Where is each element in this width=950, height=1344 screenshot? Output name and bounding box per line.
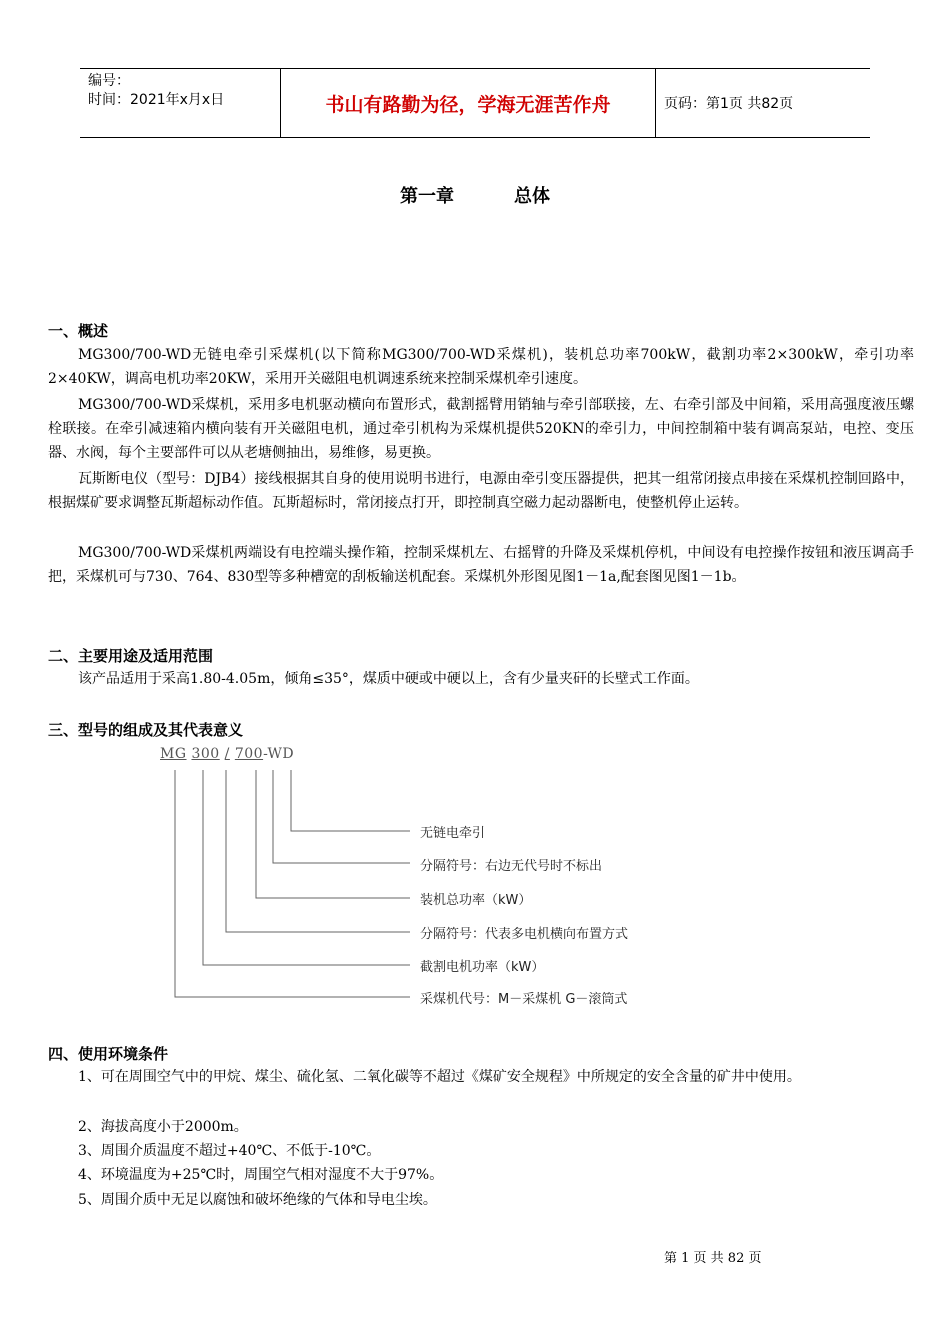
- model-dash: -: [263, 746, 268, 762]
- page-footer: 第 1 页 共 82 页: [664, 1251, 762, 1266]
- chapter-number: 第一章: [400, 186, 454, 207]
- section-1-paragraph-1: MG300/700-WD无链电牵引采煤机(以下简称MG300/700-WD采煤机)，装机总功率700kW，截割功率2×300kW，牵引功率2×40KW，调高电机功率20KW，采用开关磁阻电机调速系统来控制采煤机牵引速度。: [48, 347, 914, 387]
- section-2-paragraph-1: 该产品适用于采高1.80-4.05m，倾角≤35°，煤质中硬或中硬以上，含有少量夹矸的长壁式工作面。: [78, 671, 699, 687]
- connector-700: [256, 770, 410, 898]
- model-label-6: 采煤机代号：M－采煤机 G－滚筒式: [420, 992, 628, 1007]
- model-label-4: 分隔符号：代表多电机横向布置方式: [420, 927, 629, 942]
- connector-300: [203, 770, 410, 965]
- section-4-item-4: 4、环境温度为+25℃时，周围空气相对湿度不大于97%。: [78, 1167, 444, 1183]
- section-1-paragraph-4: MG300/700-WD采煤机两端设有电控端头操作箱，控制采煤机左、右摇臂的升降及采煤机停机，中间设有电控操作按钮和液压调高手把，采煤机可与730、764、830型等多种槽宽的刮板输送机配套。采煤机外形图见图1－1a,配套图见图1－1b。: [48, 545, 914, 585]
- section-1-title: 一、概述: [48, 322, 109, 340]
- time-label: 时间：2021年x月x日: [88, 92, 225, 108]
- connector-mg: [175, 770, 410, 997]
- section-4-item-2: 2、海拔高度小于2000m。: [78, 1119, 248, 1135]
- model-mg: MG: [160, 746, 187, 762]
- model-slash: /: [224, 746, 230, 762]
- model-700: 700: [234, 746, 264, 762]
- page-info: 页码：第1页 共82页: [664, 96, 794, 112]
- model-label-1: 无链电牵引: [420, 826, 486, 841]
- section-4-item-5: 5、周围介质中无足以腐蚀和破坏绝缘的气体和导电尘埃。: [78, 1192, 437, 1208]
- connector-dash: [273, 770, 410, 863]
- connector-wd: [291, 770, 410, 831]
- section-1-paragraph-2: MG300/700-WD采煤机，采用多电机驱动横向布置形式，截割摇臂用销轴与牵引部联接，左、右牵引部及中间箱，采用高强度液压螺栓联接。在牵引减速箱内横向装有开关磁阻电机，通过牵引机构为采煤机提供520KN的牵引力，中间控制箱中装有调高泵站，电控、变压器、水阀，每个主要部件可以从老塘侧抽出，易维修，易更换。: [48, 397, 914, 461]
- section-4-item-3: 3、周围介质温度不超过+40℃、不低于-10℃。: [78, 1143, 381, 1159]
- model-label-2: 分隔符号：右边无代号时不标出: [420, 859, 603, 874]
- section-2-title: 二、主要用途及适用范围: [48, 647, 214, 665]
- number-label: 编号：: [88, 73, 130, 89]
- section-4-item-1: 1、可在周围空气中的甲烷、煤尘、硫化氢、二氧化碳等不超过《煤矿安全规程》中所规定的安全含量的矿井中使用。: [78, 1069, 801, 1085]
- connector-slash: [226, 770, 410, 932]
- section-3-title: 三、型号的组成及其代表意义: [48, 721, 244, 739]
- section-1-paragraph-3: 瓦斯断电仪（型号：DJB4）接线根据其自身的使用说明书进行，电源由牵引变压器提供，把其一组常闭接点串接在采煤机控制回路中，根据煤矿要求调整瓦斯超标动作值。瓦斯超标时，常闭接点打开，即控制真空磁力起动器断电，使整机停止运转。: [48, 471, 914, 511]
- model-300: 300: [191, 746, 220, 762]
- section-4-title: 四、使用环境条件: [48, 1045, 169, 1063]
- model-label-3: 装机总功率（kW）: [420, 893, 532, 908]
- model-label-5: 截割电机功率（kW）: [420, 960, 545, 975]
- motto: 书山有路勤为径，学海无涯苦作舟: [280, 69, 656, 137]
- chapter-name: 总体: [514, 186, 550, 207]
- model-wd: WD: [267, 746, 295, 762]
